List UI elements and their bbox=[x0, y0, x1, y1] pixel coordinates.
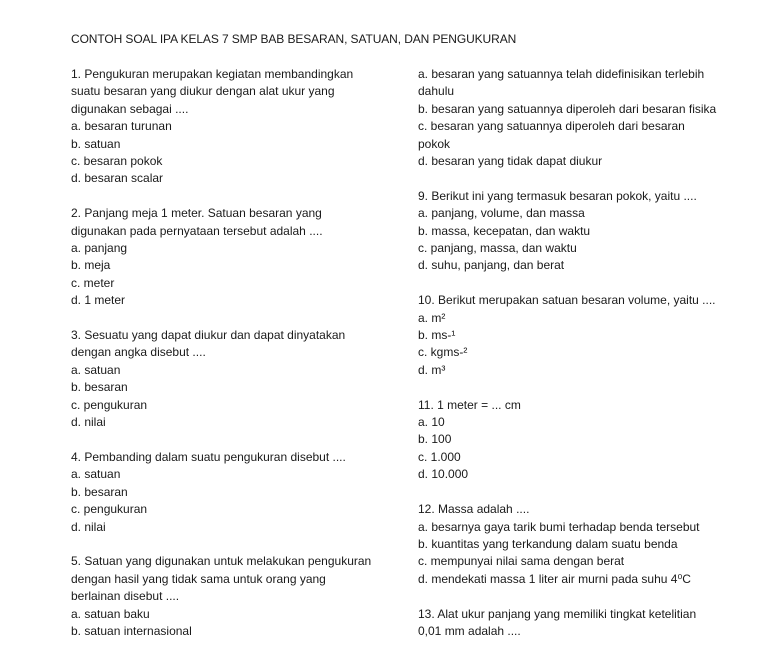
document-title: CONTOH SOAL IPA KELAS 7 SMP BAB BESARAN, SATUAN, DAN PENGUKURAN bbox=[71, 32, 517, 46]
text-line: dahulu bbox=[418, 84, 455, 99]
question-11 bbox=[418, 397, 748, 484]
option-a: a. m² bbox=[418, 310, 446, 325]
option-b: b. satuan bbox=[71, 136, 121, 151]
text-line: 13. Alat ukur panjang yang memiliki tingkat ketelitian bbox=[418, 606, 697, 621]
option-d: d. 1 meter bbox=[71, 293, 126, 308]
text-line: suatu besaran yang diukur dengan alat ukur yang bbox=[71, 84, 335, 99]
option-d: d. nilai bbox=[71, 519, 106, 534]
option-d: d. mendekati massa 1 liter air murni pada suhu 4⁰C bbox=[418, 571, 691, 586]
option-b: b. massa, kecepatan, dan waktu bbox=[418, 223, 591, 238]
option-b: b. 100 bbox=[418, 432, 452, 447]
option-b: b. besaran bbox=[71, 380, 128, 395]
question-3 bbox=[71, 327, 401, 431]
question-9 bbox=[418, 188, 748, 275]
option-c: c. besaran yang satuannya diperoleh dari besaran bbox=[418, 119, 685, 134]
option-a: a. satuan bbox=[71, 362, 121, 377]
option-c: c. pengukuran bbox=[71, 502, 148, 517]
option-c: c. 1.000 bbox=[418, 449, 461, 464]
option-d: d. suhu, panjang, dan berat bbox=[418, 258, 565, 273]
option-c: c. pengukuran bbox=[71, 397, 148, 412]
text-line: 3. Sesuatu yang dapat diukur dan dapat dinyatakan bbox=[71, 328, 346, 343]
text-line: 12. Massa adalah .... bbox=[418, 502, 530, 517]
question-10 bbox=[418, 292, 748, 379]
left-column bbox=[71, 66, 401, 658]
option-a: a. 10 bbox=[418, 415, 445, 430]
question-13 bbox=[418, 606, 748, 641]
option-c: c. panjang, massa, dan waktu bbox=[418, 241, 577, 256]
option-d: d. nilai bbox=[71, 415, 106, 430]
text-line: 2. Panjang meja 1 meter. Satuan besaran yang bbox=[71, 206, 322, 221]
option-d: d. m³ bbox=[418, 362, 446, 377]
option-a: a. besaran turunan bbox=[71, 119, 172, 134]
option-b: b. kuantitas yang terkandung dalam suatu benda bbox=[418, 536, 678, 551]
text-line: 0,01 mm adalah .... bbox=[418, 623, 521, 638]
question-2 bbox=[71, 205, 401, 309]
text-line: 4. Pembanding dalam suatu pengukuran disebut .... bbox=[71, 449, 346, 464]
option-c: c. meter bbox=[71, 275, 115, 290]
option-b: b. besaran yang satuannya diperoleh dari besaran fisika bbox=[418, 101, 717, 116]
option-a: a. besarnya gaya tarik bumi terhadap benda tersebut bbox=[418, 519, 700, 534]
option-b: b. ms-¹ bbox=[418, 328, 456, 343]
text-line: 5. Satuan yang digunakan untuk melakukan pengukuran bbox=[71, 554, 372, 569]
text-line: digunakan sebagai .... bbox=[71, 101, 189, 116]
question-1 bbox=[71, 66, 401, 188]
text-line: pokok bbox=[418, 136, 451, 151]
option-a: a. besaran yang satuannya telah didefinisikan terlebih bbox=[418, 67, 705, 81]
option-d: d. 10.000 bbox=[418, 467, 469, 482]
text-line: 10. Berikut merupakan satuan besaran volume, yaitu .... bbox=[418, 293, 716, 308]
text-line: 9. Berikut ini yang termasuk besaran pokok, yaitu .... bbox=[418, 188, 697, 203]
option-b: b. besaran bbox=[71, 484, 128, 499]
text-line: dengan hasil yang tidak sama untuk orang yang bbox=[71, 571, 326, 586]
question-12 bbox=[418, 501, 748, 588]
text-line: berlainan disebut .... bbox=[71, 589, 180, 604]
option-d: d. besaran yang tidak dapat diukur bbox=[418, 154, 603, 169]
question-8-options bbox=[418, 66, 748, 170]
option-d: d. besaran scalar bbox=[71, 171, 164, 186]
text-line: 11. 1 meter = ... cm bbox=[418, 397, 521, 412]
option-a: a. panjang, volume, dan massa bbox=[418, 206, 585, 221]
option-c: c. kgms-² bbox=[418, 345, 468, 360]
option-a: a. panjang bbox=[71, 241, 128, 256]
text-line: dengan angka disebut .... bbox=[71, 345, 206, 360]
text-line: digunakan pada pernyataan tersebut adalah .... bbox=[71, 223, 323, 238]
question-5 bbox=[71, 553, 401, 640]
question-4 bbox=[71, 449, 401, 536]
option-c: c. besaran pokok bbox=[71, 154, 163, 169]
option-c: c. mempunyai nilai sama dengan berat bbox=[418, 554, 625, 569]
option-a: a. satuan baku bbox=[71, 606, 150, 621]
option-b: b. satuan internasional bbox=[71, 623, 192, 638]
option-a: a. satuan bbox=[71, 467, 121, 482]
text-line: 1. Pengukuran merupakan kegiatan membandingkan bbox=[71, 67, 354, 81]
right-column bbox=[418, 66, 748, 658]
option-b: b. meja bbox=[71, 258, 111, 273]
